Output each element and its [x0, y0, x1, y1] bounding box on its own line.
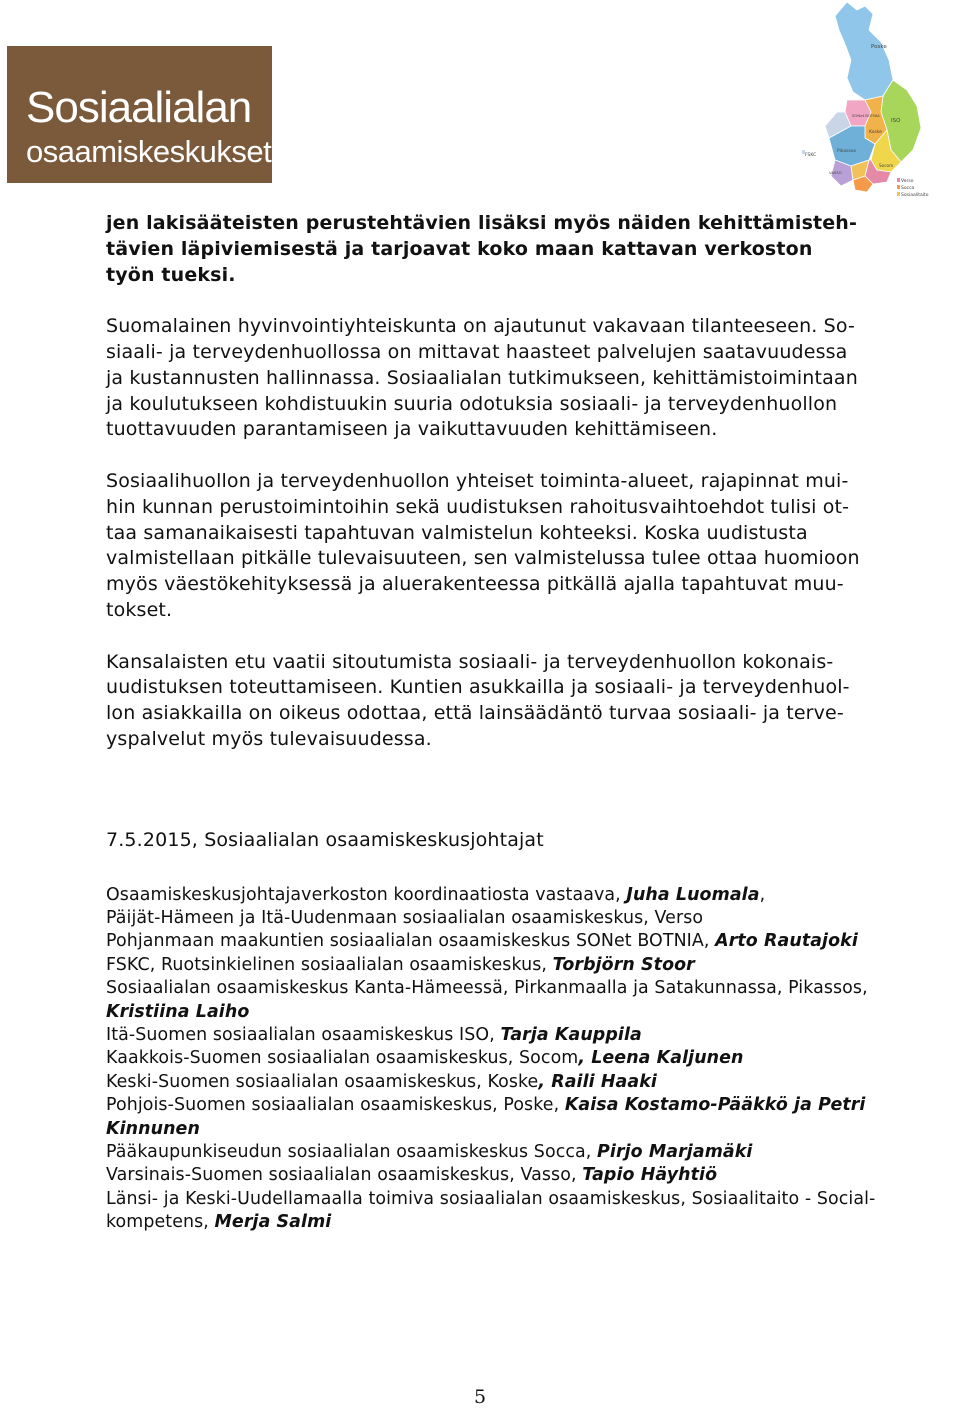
signatory-item [106, 930, 948, 953]
text-line: tokset. [106, 598, 173, 621]
signatory-org: Pohjanmaan maakuntien sosiaalialan osaamiskeskus SONet BOTNIA, [106, 931, 716, 952]
map-label-poske: Poske [871, 44, 887, 50]
map-label-vasso: VASSO [829, 170, 842, 175]
text-line: Suomalainen hyvinvointiyhteiskunta on ajautunut vakavaan tilanteeseen. So- [106, 315, 856, 338]
signatory-org: Kaakkois-Suomen sosiaalialan osaamiskeskus, Socom [106, 1048, 579, 1069]
text-line: uudistuksen toteuttamiseen. Kuntien asukkailla ja sosiaali- ja terveydenhuol- [106, 676, 850, 699]
text-line: myös väestökehityksessä ja aluerakenteessa pitkällä ajalla tapahtuvat muu- [106, 573, 844, 596]
signatory-name: Tarja Kauppila [500, 1024, 642, 1045]
signatory-name: Kristiina Laiho [106, 1001, 250, 1022]
signatory-org: Itä-Suomen sosiaalialan osaamiskeskus ISO, [106, 1024, 501, 1045]
document-body [106, 211, 948, 1235]
signatory-name: Merja Salmi [214, 1212, 332, 1233]
text-line: Sosiaalihuollon ja terveydenhuollon yhteiset toiminta-alueet, rajapinnat mui- [106, 469, 849, 492]
signatory-item [106, 1094, 948, 1141]
map-label-fskc: FSKC [805, 153, 817, 158]
paragraph-intro-bold [106, 211, 948, 288]
signatory-name: Tapio Häyhtiö [582, 1165, 718, 1186]
signatory-name: , Leena Kaljunen [578, 1048, 744, 1069]
signatory-item [106, 954, 948, 977]
signatory-org: Pääkaupunkiseudun sosiaalialan osaamiskeskus Socca, [106, 1142, 598, 1162]
text-line: valmistellaan pitkälle tulevaisuuteen, sen valmistelussa tulee ottaa huomioon [106, 547, 860, 570]
text-line: tävien läpiviemisestä ja tarjoavat koko maan kattavan verkoston [106, 237, 813, 260]
signatory-item [106, 1071, 948, 1094]
map-label-verso: Verso [901, 179, 914, 184]
paragraph-2 [106, 314, 948, 443]
signature-date-line: 7.5.2015, Sosiaalialan osaamiskeskusjohtajat [106, 828, 544, 851]
text-line: tuottavuuden parantamiseen ja vaikuttavuuden kehittämiseen. [106, 418, 718, 441]
signatory-org: Varsinais-Suomen sosiaalialan osaamiskeskus, Vasso, [106, 1165, 583, 1186]
signatory-org: FSKC, Ruotsinkielinen sosiaalialan osaamiskeskus, [106, 954, 553, 975]
signatory-name: Arto Rautajoki [715, 931, 858, 952]
signatory-name: Juha Luomala [626, 884, 760, 905]
map-label-socca: Socca [901, 186, 915, 191]
map-label-botnia: SONet BOTNIA [852, 113, 880, 118]
signatory-item [106, 977, 948, 1024]
map-label-iso: ISO [891, 118, 901, 124]
signatory-after: , [759, 884, 766, 905]
signatory-name: Torbjörn Stoor [552, 954, 695, 975]
text-line: työn tueksi. [106, 263, 236, 286]
signatory-item [106, 907, 948, 930]
signatory-name: Pirjo Marjamäki [597, 1142, 753, 1162]
signatory-name: , Raili Haaki [538, 1071, 657, 1092]
paragraph-4 [106, 650, 948, 753]
text-line: hin kunnan perustoimintoihin sekä uudistuksen rahoitusvaihtoehdot tulisi ot- [106, 495, 850, 518]
logo-subtitle: osaamiskeskukset [26, 134, 272, 169]
map-label-koske: Koske [869, 130, 883, 135]
signatory-org: Sosiaalialan osaamiskeskus Kanta-Hämeessä, Pirkanmaalla ja Satakunnassa, Pikassos, [106, 978, 868, 999]
signatories-list [106, 884, 948, 1235]
text-line: siaali- ja terveydenhuollossa on mittavat haasteet palvelujen saatavuudessa [106, 340, 848, 363]
signatory-org: Länsi- ja Keski-Uudellamaalla toimiva sosiaalialan osaamiskeskus, Sosiaalitaito - Social- kompetens, [106, 1188, 876, 1233]
text-line: Kansalaisten etu vaatii sitoutumista sosiaali- ja terveydenhuollon kokonais- [106, 650, 834, 673]
text-line: jen lakisääteisten perustehtävien lisäksi myös näiden kehittämisteh- [106, 212, 858, 234]
logo-title: Sosiaalialan [26, 83, 252, 132]
text-line: ja kustannusten hallinnassa. Sosiaalialan tutkimukseen, kehittämistoimintaan [106, 366, 858, 389]
text-line: ja koulutukseen kohdistuukin suuria odotuksia sosiaali- ja terveydenhuollon [106, 392, 838, 415]
text-line: yspalvelut myös tulevaisuudessa. [106, 727, 432, 750]
signatory-item [106, 1047, 948, 1070]
text-line: taa samanaikaisesti tapahtuvan valmistelun kohteeksi. Koska uudistusta [106, 521, 808, 544]
map-label-sosiaalitaito: Sosiaalitaito [901, 193, 929, 198]
finland-region-map [795, 0, 960, 205]
signatory-org: Osaamiskeskusjohtajaverkoston koordinaatiosta vastaava, [106, 884, 627, 905]
map-label-pikassos: Pikassos [837, 149, 856, 154]
paragraph-3 [106, 469, 948, 624]
logo [7, 46, 272, 183]
signatory-item [106, 1164, 948, 1187]
finland-map-image [795, 0, 960, 205]
map-label-socom: Socom [879, 163, 894, 168]
text-line: lon asiakkailla on oikeus odottaa, että lainsäädäntö turvaa sosiaali- ja terve- [106, 702, 844, 725]
signatory-org: Keski-Suomen sosiaalialan osaamiskeskus, Koske [106, 1071, 539, 1092]
signatory-org: Päijät-Hämeen ja Itä-Uudenmaan sosiaalialan osaamiskeskus, Verso [106, 907, 704, 928]
signatory-item [106, 1024, 948, 1047]
signatory-name: Kaisa Kostamo-Pääkkö ja Petri Kinnunen [106, 1095, 866, 1139]
signatory-org: Pohjois-Suomen sosiaalialan osaamiskeskus, Poske, [106, 1095, 565, 1116]
signatory-item [106, 1188, 948, 1235]
signatory-item [106, 884, 948, 907]
page-number: 5 [473, 1386, 487, 1408]
signatory-item [106, 1141, 948, 1164]
